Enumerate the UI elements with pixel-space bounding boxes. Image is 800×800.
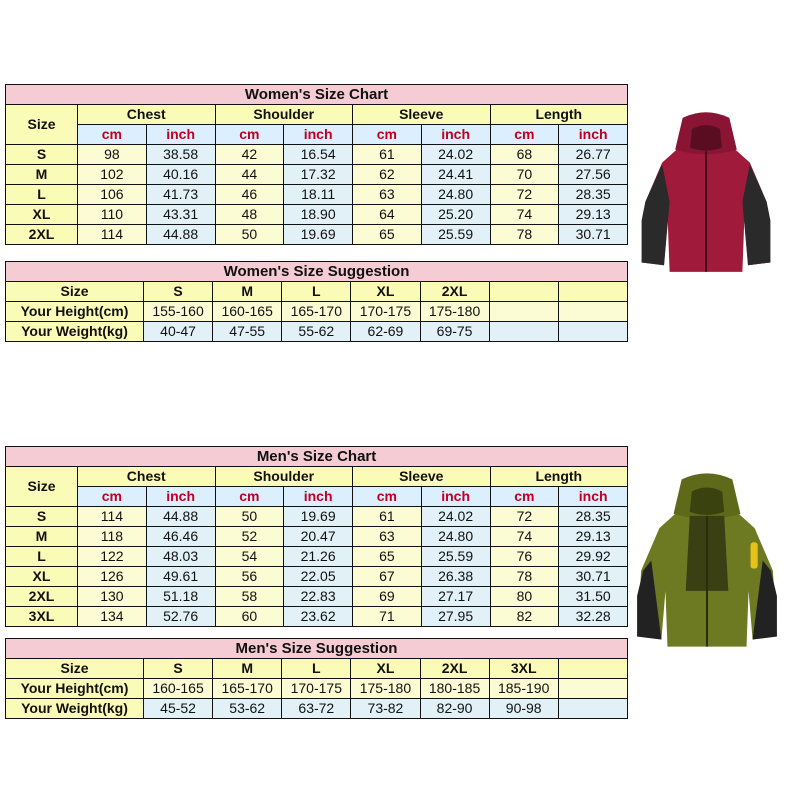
table-row	[6, 225, 628, 245]
cm-value: 61	[353, 507, 422, 527]
weight-range	[489, 322, 558, 342]
inch-value: 26.38	[421, 567, 490, 587]
inch-value: 18.90	[284, 205, 353, 225]
unit-inch: inch	[421, 487, 490, 507]
cm-value: 67	[353, 567, 422, 587]
inch-value: 29.13	[559, 205, 628, 225]
men-jacket-image	[631, 468, 783, 653]
shoulder-header: Shoulder	[215, 105, 353, 125]
suggestion-size-label: Size	[6, 282, 144, 302]
sleeve-header: Sleeve	[353, 467, 491, 487]
weight-range: 82-90	[420, 699, 489, 719]
suggestion-size: XL	[351, 659, 420, 679]
size-cell: L	[6, 547, 78, 567]
women-size-suggestion	[5, 261, 628, 342]
inch-value: 43.31	[146, 205, 215, 225]
inch-value: 24.02	[421, 145, 490, 165]
cm-value: 63	[353, 185, 422, 205]
inch-value: 25.20	[421, 205, 490, 225]
inch-value: 27.56	[559, 165, 628, 185]
unit-cm: cm	[215, 487, 284, 507]
cm-value: 44	[215, 165, 284, 185]
size-header: Size	[6, 105, 78, 145]
inch-value: 32.28	[559, 607, 628, 627]
height-range: 180-185	[420, 679, 489, 699]
shoulder-header: Shoulder	[215, 467, 353, 487]
suggestion-size	[489, 282, 558, 302]
inch-value: 30.71	[559, 567, 628, 587]
cm-value: 114	[78, 225, 147, 245]
cm-value: 71	[353, 607, 422, 627]
height-range: 160-165	[213, 302, 282, 322]
inch-value: 25.59	[421, 225, 490, 245]
height-range: 165-170	[282, 302, 351, 322]
cm-value: 46	[215, 185, 284, 205]
chest-header: Chest	[78, 105, 216, 125]
inch-value: 27.17	[421, 587, 490, 607]
cm-value: 134	[78, 607, 147, 627]
cm-value: 65	[353, 225, 422, 245]
inch-value: 52.76	[146, 607, 215, 627]
unit-cm: cm	[490, 125, 559, 145]
size-header: Size	[6, 467, 78, 507]
inch-value: 41.73	[146, 185, 215, 205]
inch-value: 22.83	[284, 587, 353, 607]
inch-value: 46.46	[146, 527, 215, 547]
chest-header: Chest	[78, 467, 216, 487]
height-range	[558, 302, 627, 322]
cm-value: 98	[78, 145, 147, 165]
inch-value: 20.47	[284, 527, 353, 547]
cm-value: 74	[490, 527, 559, 547]
cm-value: 110	[78, 205, 147, 225]
cm-value: 69	[353, 587, 422, 607]
inch-value: 49.61	[146, 567, 215, 587]
weight-range	[558, 322, 627, 342]
unit-inch: inch	[146, 487, 215, 507]
unit-inch: inch	[284, 125, 353, 145]
weight-range: 62-69	[351, 322, 420, 342]
unit-inch: inch	[559, 125, 628, 145]
men-chart-title: Men's Size Chart	[6, 447, 628, 467]
inch-value: 21.26	[284, 547, 353, 567]
suggestion-size	[558, 282, 627, 302]
suggestion-size: XL	[351, 282, 420, 302]
inch-value: 30.71	[559, 225, 628, 245]
cm-value: 64	[353, 205, 422, 225]
size-cell: S	[6, 145, 78, 165]
suggestion-size: 3XL	[489, 659, 558, 679]
inch-value: 18.11	[284, 185, 353, 205]
cm-value: 114	[78, 507, 147, 527]
inch-value: 19.69	[284, 225, 353, 245]
inch-value: 28.35	[559, 185, 628, 205]
suggestion-size	[558, 659, 627, 679]
length-header: Length	[490, 105, 628, 125]
cm-value: 74	[490, 205, 559, 225]
height-range: 160-165	[144, 679, 213, 699]
cm-value: 50	[215, 507, 284, 527]
inch-value: 25.59	[421, 547, 490, 567]
height-range	[558, 679, 627, 699]
cm-value: 70	[490, 165, 559, 185]
cm-value: 65	[353, 547, 422, 567]
height-range: 170-175	[282, 679, 351, 699]
suggestion-size: M	[213, 282, 282, 302]
cm-value: 54	[215, 547, 284, 567]
height-range: 170-175	[351, 302, 420, 322]
jacket-body	[637, 473, 777, 646]
size-cell: XL	[6, 567, 78, 587]
cm-value: 72	[490, 507, 559, 527]
height-range: 175-180	[420, 302, 489, 322]
size-cell: L	[6, 185, 78, 205]
unit-inch: inch	[284, 487, 353, 507]
unit-inch: inch	[559, 487, 628, 507]
cm-value: 72	[490, 185, 559, 205]
weight-label: Your Weight(kg)	[6, 699, 144, 719]
weight-range: 40-47	[144, 322, 213, 342]
cm-value: 62	[353, 165, 422, 185]
height-range: 185-190	[489, 679, 558, 699]
cm-value: 122	[78, 547, 147, 567]
unit-inch: inch	[421, 125, 490, 145]
cm-value: 58	[215, 587, 284, 607]
cm-value: 106	[78, 185, 147, 205]
table-row	[6, 185, 628, 205]
inch-value: 40.16	[146, 165, 215, 185]
women-size-chart	[5, 84, 628, 245]
inch-value: 44.88	[146, 507, 215, 527]
unit-inch: inch	[146, 125, 215, 145]
size-cell: 2XL	[6, 225, 78, 245]
cm-value: 48	[215, 205, 284, 225]
table-row	[6, 145, 628, 165]
inch-value: 44.88	[146, 225, 215, 245]
inch-value: 27.95	[421, 607, 490, 627]
inch-value: 26.77	[559, 145, 628, 165]
weight-range: 55-62	[282, 322, 351, 342]
cm-value: 68	[490, 145, 559, 165]
inch-value: 24.80	[421, 185, 490, 205]
suggestion-size: 2XL	[420, 282, 489, 302]
cm-value: 78	[490, 567, 559, 587]
cm-value: 52	[215, 527, 284, 547]
cm-value: 80	[490, 587, 559, 607]
size-cell: S	[6, 507, 78, 527]
inch-value: 24.02	[421, 507, 490, 527]
suggestion-size: M	[213, 659, 282, 679]
table-row	[6, 507, 628, 527]
inch-value: 16.54	[284, 145, 353, 165]
jacket-body	[642, 112, 771, 272]
height-range: 175-180	[351, 679, 420, 699]
weight-range: 47-55	[213, 322, 282, 342]
size-cell: M	[6, 165, 78, 185]
table-row	[6, 587, 628, 607]
length-header: Length	[490, 467, 628, 487]
cm-value: 61	[353, 145, 422, 165]
height-label: Your Height(cm)	[6, 679, 144, 699]
cm-value: 130	[78, 587, 147, 607]
weight-range: 73-82	[351, 699, 420, 719]
inch-value: 48.03	[146, 547, 215, 567]
cm-value: 56	[215, 567, 284, 587]
cm-value: 60	[215, 607, 284, 627]
table-row	[6, 567, 628, 587]
inch-value: 51.18	[146, 587, 215, 607]
cm-value: 118	[78, 527, 147, 547]
inch-value: 23.62	[284, 607, 353, 627]
inch-value: 24.80	[421, 527, 490, 547]
cm-value: 63	[353, 527, 422, 547]
weight-range: 45-52	[144, 699, 213, 719]
table-row	[6, 547, 628, 567]
size-cell: XL	[6, 205, 78, 225]
suggestion-size: S	[144, 659, 213, 679]
inch-value: 28.35	[559, 507, 628, 527]
suggestion-size: S	[144, 282, 213, 302]
women-suggestion-title: Women's Size Suggestion	[6, 262, 628, 282]
unit-cm: cm	[353, 125, 422, 145]
suggestion-size: L	[282, 282, 351, 302]
men-size-suggestion	[5, 638, 628, 719]
cm-value: 42	[215, 145, 284, 165]
women-jacket-image	[636, 100, 776, 285]
weight-label: Your Weight(kg)	[6, 322, 144, 342]
cm-value: 78	[490, 225, 559, 245]
inch-value: 38.58	[146, 145, 215, 165]
cm-value: 50	[215, 225, 284, 245]
cm-value: 82	[490, 607, 559, 627]
table-row	[6, 205, 628, 225]
height-range	[489, 302, 558, 322]
weight-range: 69-75	[420, 322, 489, 342]
inch-value: 19.69	[284, 507, 353, 527]
table-row	[6, 527, 628, 547]
unit-cm: cm	[490, 487, 559, 507]
size-cell: 2XL	[6, 587, 78, 607]
men-size-chart	[5, 446, 628, 627]
unit-cm: cm	[78, 125, 147, 145]
table-row	[6, 165, 628, 185]
suggestion-size-label: Size	[6, 659, 144, 679]
inch-value: 17.32	[284, 165, 353, 185]
unit-cm: cm	[215, 125, 284, 145]
women-chart-title: Women's Size Chart	[6, 85, 628, 105]
inch-value: 31.50	[559, 587, 628, 607]
men-suggestion-title: Men's Size Suggestion	[6, 639, 628, 659]
suggestion-size: 2XL	[420, 659, 489, 679]
sleeve-header: Sleeve	[353, 105, 491, 125]
height-range: 165-170	[213, 679, 282, 699]
weight-range: 53-62	[213, 699, 282, 719]
weight-range: 63-72	[282, 699, 351, 719]
unit-cm: cm	[353, 487, 422, 507]
inch-value: 29.92	[559, 547, 628, 567]
cm-value: 76	[490, 547, 559, 567]
height-label: Your Height(cm)	[6, 302, 144, 322]
size-cell: 3XL	[6, 607, 78, 627]
size-cell: M	[6, 527, 78, 547]
inch-value: 22.05	[284, 567, 353, 587]
weight-range: 90-98	[489, 699, 558, 719]
height-range: 155-160	[144, 302, 213, 322]
cm-value: 102	[78, 165, 147, 185]
weight-range	[558, 699, 627, 719]
unit-cm: cm	[78, 487, 147, 507]
table-row	[6, 607, 628, 627]
cm-value: 126	[78, 567, 147, 587]
inch-value: 24.41	[421, 165, 490, 185]
inch-value: 29.13	[559, 527, 628, 547]
suggestion-size: L	[282, 659, 351, 679]
